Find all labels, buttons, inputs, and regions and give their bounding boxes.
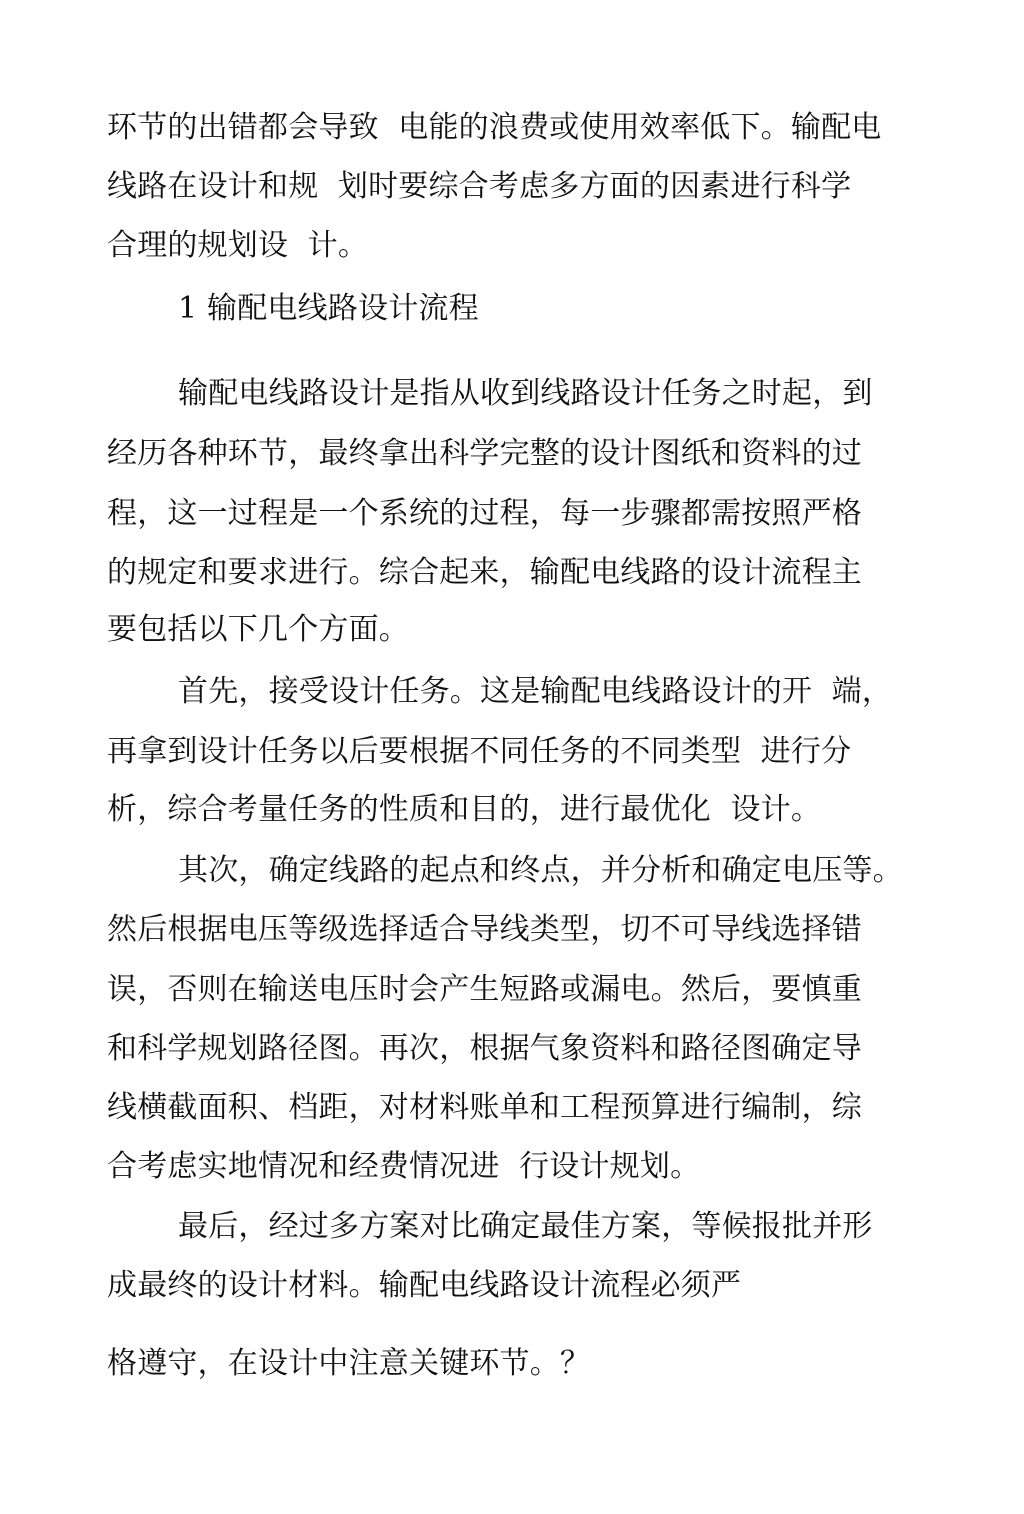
text-line: 首先，接受设计任务。这是输配电线路设计的开 端， [178, 674, 893, 709]
text-line: 合考虑实地情况和经费情况进 行设计规划。 [107, 1149, 701, 1184]
text-line: 其次，确定线路的起点和终点，并分析和确定电压等。 [178, 853, 903, 888]
text-line: 合理的规划设 计。 [107, 228, 369, 263]
text-line: 成最终的设计材料。输配电线路设计流程必须严 [107, 1268, 742, 1303]
text-line: 环节的出错都会导致 电能的浪费或使用效率低下。输配电 [107, 110, 882, 145]
text-line: 输配电线路设计是指从收到线路设计任务之时起，到 [178, 376, 873, 411]
text-line: 经历各种环节，最终拿出科学完整的设计图纸和资料的过 [107, 436, 862, 471]
section-heading: 1 输配电线路设计流程 [178, 291, 479, 326]
text-line: 和科学规划路径图。再次，根据气象资料和路径图确定导 [107, 1031, 862, 1066]
text-line: 格遵守，在设计中注意关键环节。？ [107, 1346, 591, 1381]
text-line: 误，否则在输送电压时会产生短路或漏电。然后，要慎重 [107, 972, 862, 1007]
text-line: 然后根据电压等级选择适合导线类型，切不可导线选择错 [107, 912, 862, 947]
text-line: 最后，经过多方案对比确定最佳方案，等候报批并形 [178, 1209, 873, 1244]
text-line: 程，这一过程是一个系统的过程，每一步骤都需按照严格 [107, 496, 862, 531]
text-line: 线横截面积、档距，对材料账单和工程预算进行编制，综 [107, 1090, 862, 1125]
text-line: 线路在设计和规 划时要综合考虑多方面的因素进行科学 [107, 169, 852, 204]
text-line: 再拿到设计任务以后要根据不同任务的不同类型 进行分 [107, 734, 852, 769]
text-line: 的规定和要求进行。综合起来，输配电线路的设计流程主 [107, 555, 862, 590]
text-line: 要包括以下几个方面。 [107, 612, 409, 647]
text-line: 析，综合考量任务的性质和目的，进行最优化 设计。 [107, 792, 822, 827]
